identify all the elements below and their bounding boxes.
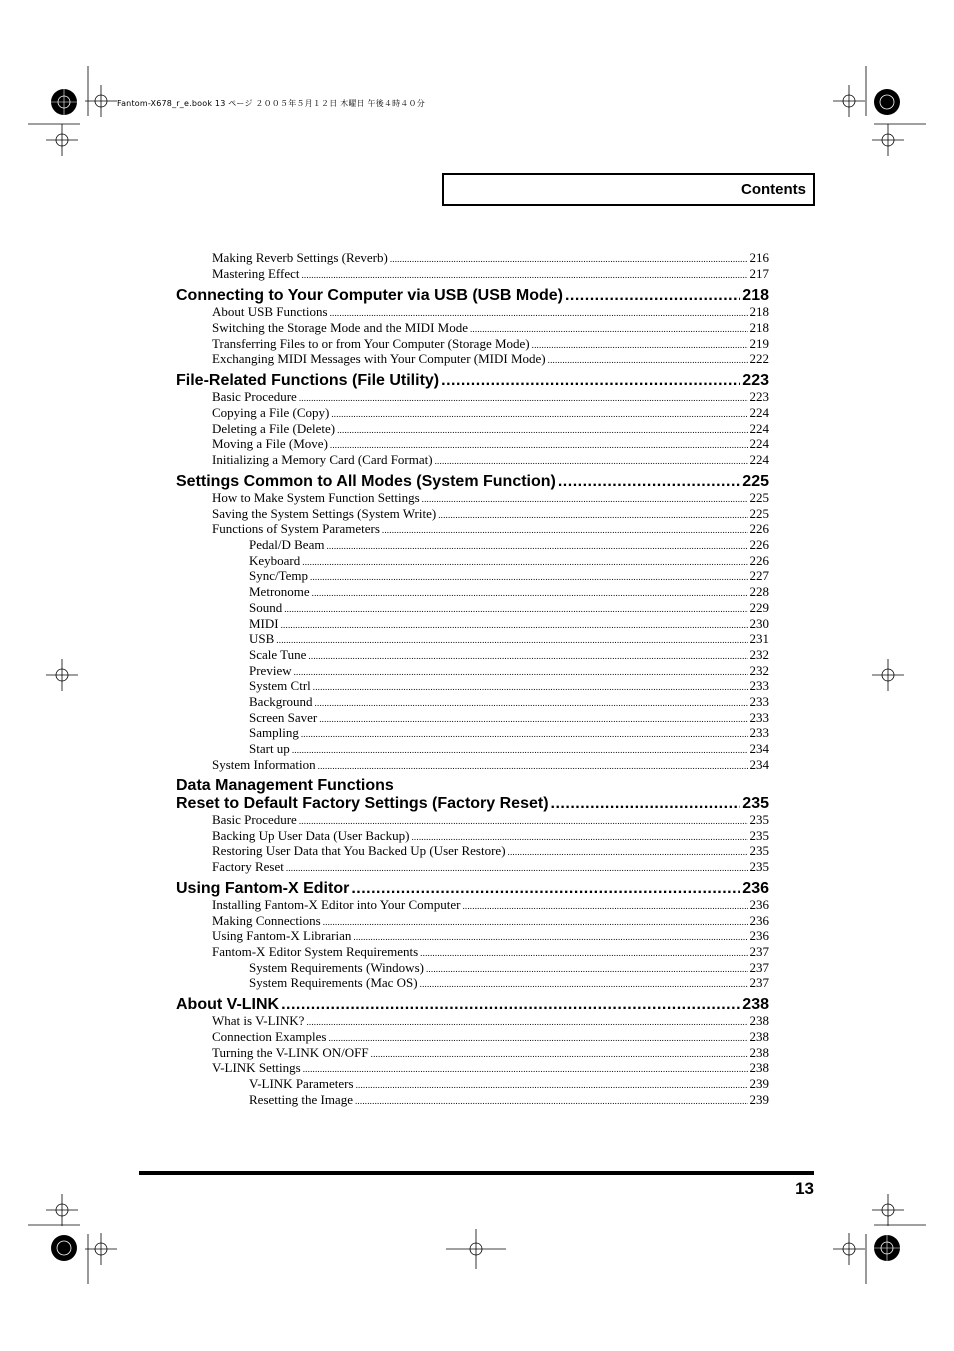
toc-entry-title: Background	[249, 694, 313, 709]
toc-entry-title: Fantom-X Editor System Requirements	[212, 944, 419, 959]
toc-entry-title: V-LINK Parameters	[249, 1076, 354, 1091]
toc-entry-title: System Information	[212, 757, 316, 772]
toc-entry-title: Using Fantom-X Librarian	[212, 928, 352, 943]
toc-page-number: 234	[749, 741, 769, 756]
toc-page-number: 235	[749, 859, 769, 874]
toc-entry-title: Keyboard	[249, 553, 301, 568]
toc-page-number: 224	[749, 405, 769, 420]
toc-page-number: 238	[749, 1045, 769, 1060]
toc-entry-title: Basic Procedure	[212, 812, 297, 827]
toc-entry-title: Restoring User Data that You Backed Up (User Restore)	[212, 843, 506, 858]
toc-page-number: 224	[749, 452, 769, 467]
toc-entry-title: Preview	[249, 663, 292, 678]
toc-page-number: 230	[749, 616, 769, 631]
toc-page-number: 235	[749, 812, 769, 827]
toc-page-number: 233	[749, 694, 769, 709]
toc-entry-title: System Requirements (Mac OS)	[249, 975, 418, 990]
toc-page-number: 225	[742, 473, 769, 490]
toc-entry-title: Copying a File (Copy)	[212, 405, 330, 420]
toc-page-number: 227	[749, 568, 769, 583]
toc-entry-title: Transferring Files to or from Your Computer (Storage Mode)	[212, 336, 530, 351]
toc-entry-title: Start up	[249, 741, 290, 756]
toc-page-number: 237	[749, 944, 769, 959]
toc-page-number: 218	[749, 304, 769, 319]
toc-page-number: 217	[749, 266, 769, 281]
toc-page-number: 239	[749, 1076, 769, 1091]
toc-entry-title: Factory Reset	[212, 859, 284, 874]
toc-entry-title: About USB Functions	[212, 304, 328, 319]
toc-entry-title: Installing Fantom-X Editor into Your Computer	[212, 897, 461, 912]
toc-entry-title: USB	[249, 631, 275, 646]
toc-page-number: 223	[749, 389, 769, 404]
toc-page-number: 233	[749, 678, 769, 693]
toc-page-number: 236	[749, 897, 769, 912]
toc-entry-title: MIDI	[249, 616, 279, 631]
toc-page-number: 238	[749, 1029, 769, 1044]
toc-entry-title: Deleting a File (Delete)	[212, 421, 336, 436]
toc-entry-title: Functions of System Parameters	[212, 521, 380, 536]
toc-entry-title: System Requirements (Windows)	[249, 960, 424, 975]
toc-page-number: 216	[749, 250, 769, 265]
toc-entry-title: What is V-LINK?	[212, 1013, 305, 1028]
toc-page-number: 232	[749, 647, 769, 662]
toc-entry-title: Scale Tune	[249, 647, 307, 662]
toc-entry-title: Using Fantom-X Editor	[176, 880, 350, 897]
toc-entry-title: How to Make System Function Settings	[212, 490, 420, 505]
toc-page-number: 225	[749, 506, 769, 521]
toc-page-number: 228	[749, 584, 769, 599]
toc-page-number: 239	[749, 1092, 769, 1107]
toc-page-number: 224	[749, 436, 769, 451]
toc-entry-title: Metronome	[249, 584, 310, 599]
toc-entry-title: Making Connections	[212, 913, 321, 928]
toc-entry-title: Mastering Effect	[212, 266, 300, 281]
toc-entry-title: File-Related Functions (File Utility)	[176, 372, 440, 389]
toc-entry-title: Saving the System Settings (System Write)	[212, 506, 437, 521]
toc-entry-title: About V-LINK	[176, 996, 280, 1013]
toc-page-number: 218	[749, 320, 769, 335]
toc-entry-title: Screen Saver	[249, 710, 318, 725]
toc-entry-title: Resetting the Image	[249, 1092, 353, 1107]
file-meta-line: Fantom-X678_r_e.book 13 ページ ２００５年５月１２日 木曜日 午後４時４０分	[117, 99, 425, 108]
toc-section-heading: Data Management Functions	[176, 777, 394, 794]
toc-entry-title: Pedal/D Beam	[249, 537, 325, 552]
toc-page-number: 226	[749, 553, 769, 568]
toc-entry-title: Sync/Temp	[249, 568, 309, 583]
toc-entry-title: Connecting to Your Computer via USB (USB Mode)	[176, 287, 563, 304]
toc-page-number: 236	[749, 913, 769, 928]
toc-page-number: 237	[749, 960, 769, 975]
toc-page-number: 238	[749, 1013, 769, 1028]
toc-page-number: 223	[742, 372, 769, 389]
toc-page-number: 218	[742, 287, 769, 304]
toc-page-number: 222	[749, 351, 769, 366]
toc-page-number: 233	[749, 725, 769, 740]
toc-entry-title: Reset to Default Factory Settings (Factory Reset)	[176, 795, 549, 812]
toc-page-number: 237	[749, 975, 769, 990]
toc-entry-title: Switching the Storage Mode and the MIDI Mode	[212, 320, 468, 335]
toc-page-number: 232	[749, 663, 769, 678]
toc-page-number: 235	[749, 828, 769, 843]
page-title: Contents	[741, 181, 806, 198]
toc-entry-title: Exchanging MIDI Messages with Your Computer (MIDI Mode)	[212, 351, 546, 366]
toc-page-number: 233	[749, 710, 769, 725]
toc-page-number: 229	[749, 600, 769, 615]
toc-entry-title: Sampling	[249, 725, 299, 740]
toc-entry-title: Sound	[249, 600, 283, 615]
toc-entry-title: Initializing a Memory Card (Card Format)	[212, 452, 433, 467]
toc-entry-title: Turning the V-LINK ON/OFF	[212, 1045, 369, 1060]
toc-entry-title: System Ctrl	[249, 678, 311, 693]
toc-page-number: 236	[749, 928, 769, 943]
toc-page-number: 226	[749, 537, 769, 552]
toc-page-number: 224	[749, 421, 769, 436]
toc-entry-title: Making Reverb Settings (Reverb)	[212, 250, 388, 265]
toc-entry-title: Moving a File (Move)	[212, 436, 328, 451]
toc-entry-title: Basic Procedure	[212, 389, 297, 404]
toc-page-number: 235	[742, 795, 769, 812]
toc-page-number: 231	[749, 631, 769, 646]
toc-entry-title: Backing Up User Data (User Backup)	[212, 828, 410, 843]
toc-page-number: 219	[749, 336, 769, 351]
page-number: 13	[795, 1179, 814, 1198]
toc-page-number: 225	[749, 490, 769, 505]
toc-page-number: 236	[742, 880, 769, 897]
toc-entry-title: V-LINK Settings	[212, 1060, 301, 1075]
toc-page-number: 238	[742, 996, 769, 1013]
toc-entry-title: Connection Examples	[212, 1029, 327, 1044]
toc-page-number: 234	[749, 757, 769, 772]
toc-page-number: 226	[749, 521, 769, 536]
toc-page-number: 238	[749, 1060, 769, 1075]
toc-entry-title: Settings Common to All Modes (System Function)	[176, 473, 556, 490]
toc-page-number: 235	[749, 843, 769, 858]
